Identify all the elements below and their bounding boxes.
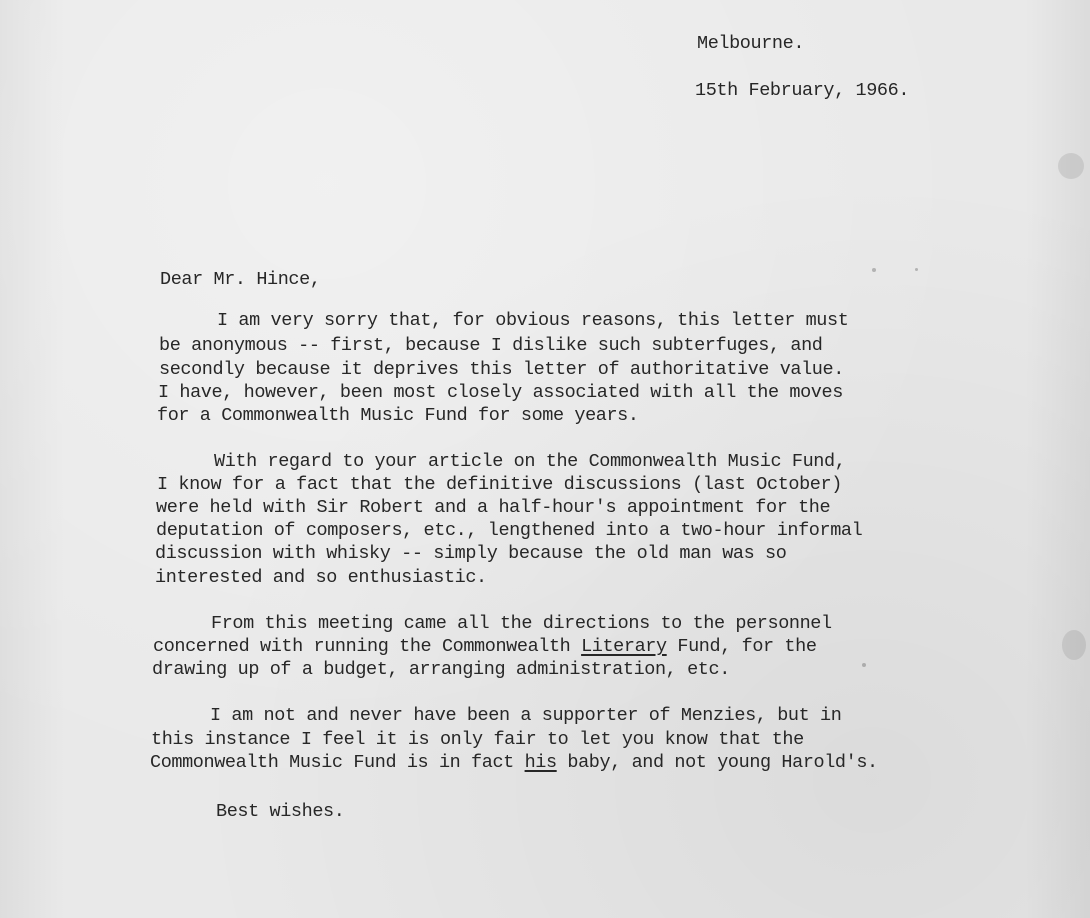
paragraph-line: interested and so enthusiastic. <box>155 567 487 588</box>
paper-speck <box>872 268 876 272</box>
paper-speck <box>915 268 918 271</box>
paragraph-line: drawing up of a budget, arranging administration, etc. <box>152 659 730 680</box>
paragraph-line: deputation of composers, etc., lengthened into a two-hour informal <box>156 520 863 541</box>
paragraph-line: I know for a fact that the definitive discussions (last October) <box>157 474 842 495</box>
paragraph-line: I am not and never have been a supporter of Menzies, but in <box>210 705 842 726</box>
paragraph-line: for a Commonwealth Music Fund for some years. <box>157 405 639 426</box>
paragraph-line: secondly because it deprives this letter of authoritative value. <box>159 359 844 380</box>
paragraph-line: this instance I feel it is only fair to let you know that the <box>151 729 804 750</box>
letter-salutation: Dear Mr. Hince, <box>160 269 321 290</box>
paragraph-line: discussion with whisky -- simply because the old man was so <box>155 543 787 564</box>
paragraph-line: were held with Sir Robert and a half-hour's appointment for the <box>156 497 831 518</box>
paper-mark <box>1062 630 1086 660</box>
paragraph-line: be anonymous -- first, because I dislike such subterfuges, and <box>159 335 823 356</box>
paragraph-line: With regard to your article on the Commonwealth Music Fund, <box>214 451 846 472</box>
paragraph-line: I have, however, been most closely associated with all the moves <box>158 382 843 403</box>
letter-place: Melbourne. <box>697 33 805 54</box>
paragraph-line: I am very sorry that, for obvious reasons, this letter must <box>217 310 849 331</box>
letter-closing: Best wishes. <box>216 801 345 822</box>
underlined-word: Literary <box>581 636 667 657</box>
paper-speck <box>862 663 866 667</box>
paragraph-line: From this meeting came all the directions to the personnel <box>211 613 832 634</box>
paragraph-line: concerned with running the Commonwealth Literary Fund, for the <box>153 636 817 657</box>
letter-date: 15th February, 1966. <box>695 80 910 101</box>
paragraph-line: Commonwealth Music Fund is in fact his baby, and not young Harold's. <box>150 752 878 773</box>
underlined-word: his <box>524 752 557 773</box>
paper-mark <box>1058 153 1084 179</box>
